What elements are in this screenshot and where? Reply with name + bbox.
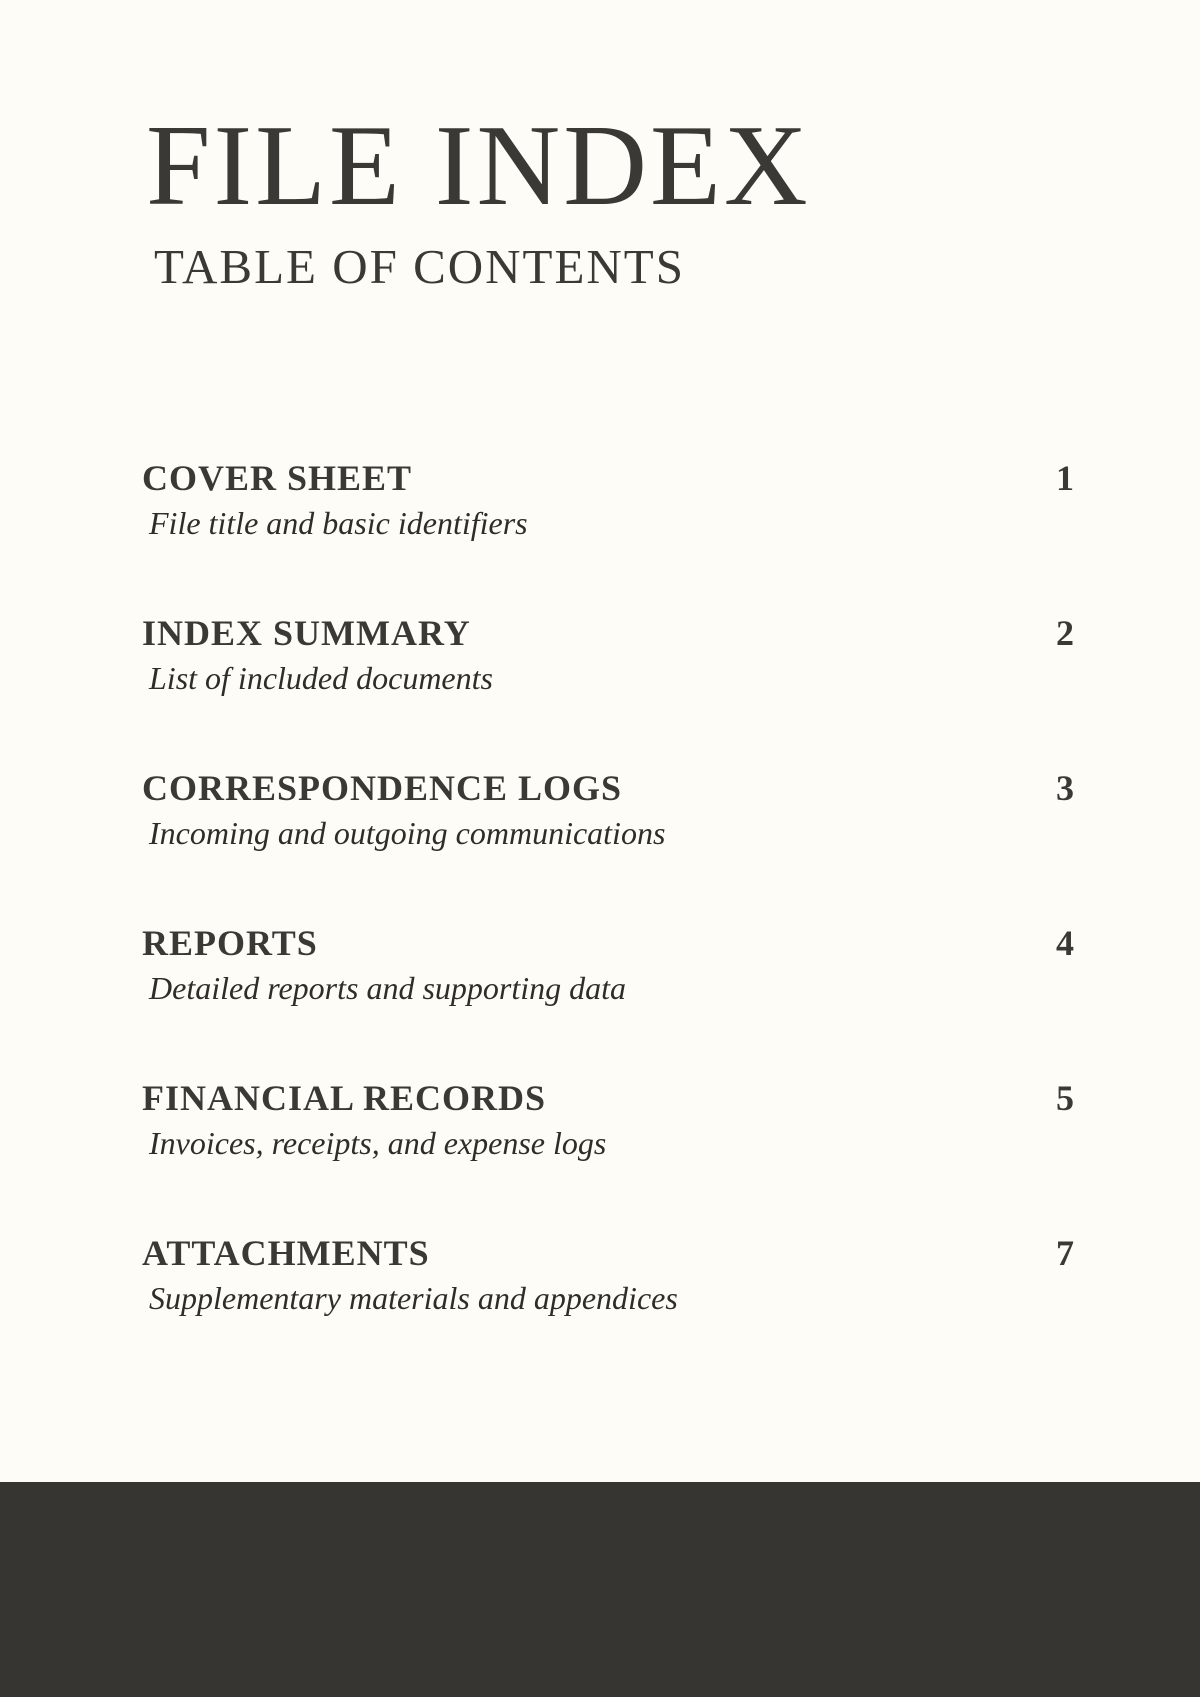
toc-item-index-summary[interactable] [142,615,1074,715]
toc-item-reports[interactable] [142,925,1074,1025]
toc-item-heading: FINANCIAL RECORDS [142,1078,547,1118]
toc-item-page-number: 1 [1056,458,1074,498]
toc-item-description: Supplementary materials and appendices [149,1280,678,1316]
toc-item-page-number: 3 [1056,768,1074,808]
toc-item-description: List of included documents [149,660,493,696]
toc-item-attachments[interactable] [142,1235,1074,1335]
toc-item-page-number: 7 [1056,1233,1074,1273]
toc-item-page-number: 5 [1056,1078,1074,1118]
toc-item-heading: REPORTS [142,923,318,963]
toc-item-correspondence-logs[interactable] [142,770,1074,870]
toc-item-description: File title and basic identifiers [149,505,528,541]
toc-item-description: Invoices, receipts, and expense logs [149,1125,607,1161]
footer-band [0,1482,1200,1697]
toc-item-description: Detailed reports and supporting data [149,970,627,1006]
toc-item-cover-sheet[interactable] [142,460,1074,560]
toc-item-heading: ATTACHMENTS [142,1233,430,1273]
toc-item-heading: INDEX SUMMARY [142,613,471,653]
toc-item-financial-records[interactable] [142,1080,1074,1180]
toc-item-heading: COVER SHEET [142,458,413,498]
toc-item-description: Incoming and outgoing communications [149,815,666,851]
toc-item-heading: CORRESPONDENCE LOGS [142,768,623,808]
toc-item-page-number: 2 [1056,613,1074,653]
page-subtitle: TABLE OF CONTENTS [154,239,685,294]
page-title: FILE INDEX [146,102,811,230]
toc-item-page-number: 4 [1056,923,1074,963]
